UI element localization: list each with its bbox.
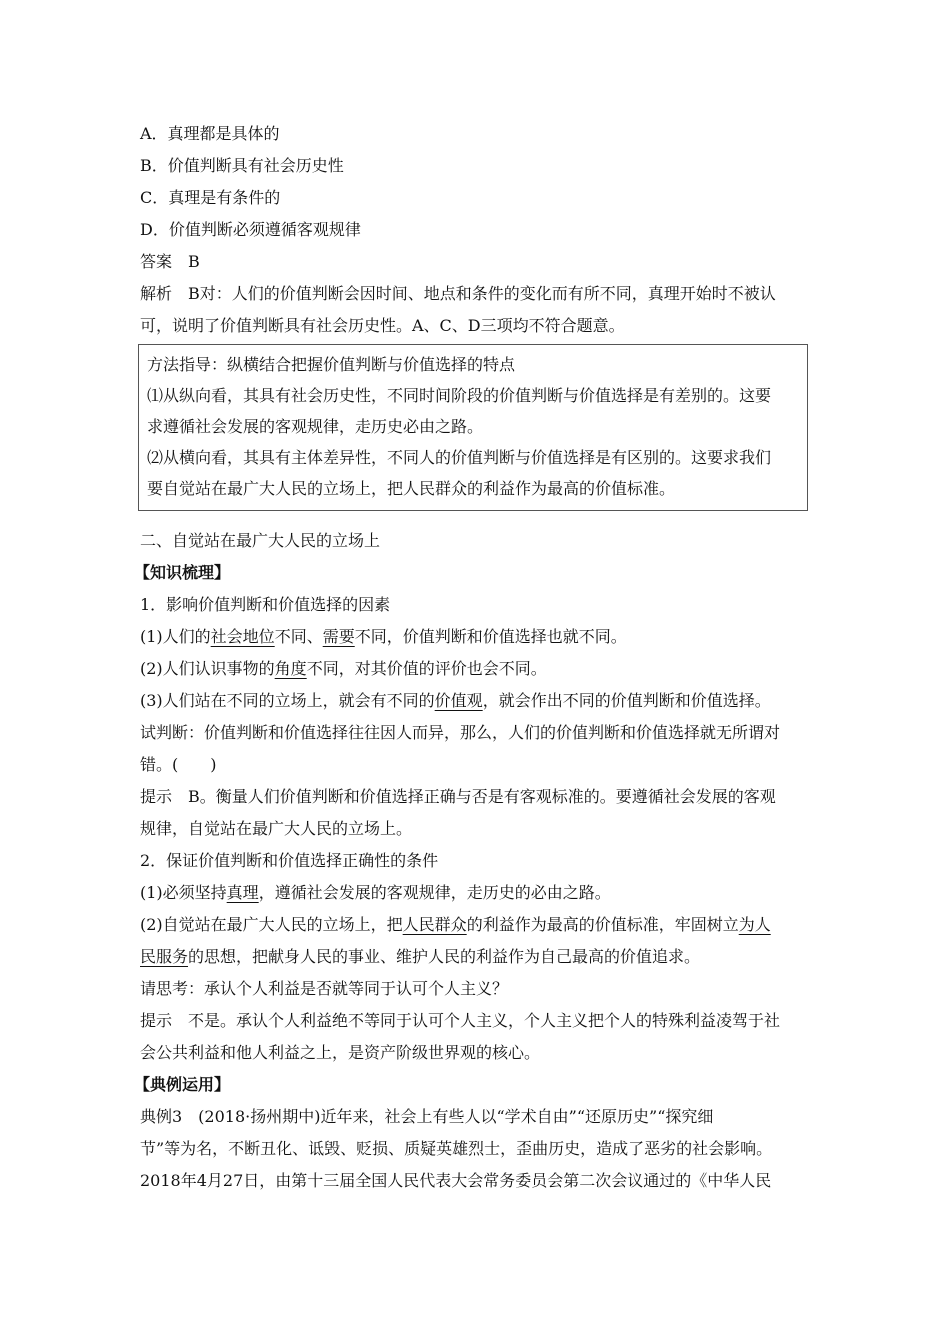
analysis-line-2: 可，说明了价值判断具有社会历史性。A、C、D三项均不符合题意。 <box>140 316 625 335</box>
underline-needs: 需要 <box>322 627 355 646</box>
item1-b-post: 不同，对其价值的评价也会不同。 <box>306 659 547 678</box>
example-line-3: 2018年4月27日，由第十三届全国人民代表大会常务委员会第二次会议通过的《中华人民 <box>140 1171 772 1190</box>
option-a: A．真理都是具体的 <box>140 124 280 143</box>
hint1-text-1: B。衡量人们价值判断和价值选择正确与否是有客观标准的。要遵循社会发展的客观 <box>188 787 776 806</box>
underline-serve-people-2: 民服务 <box>140 947 189 966</box>
underline-people: 人民群众 <box>402 915 467 934</box>
hint1-line-2: 规律，自觉站在最广大人民的立场上。 <box>140 819 413 838</box>
analysis-line-1 <box>140 278 830 310</box>
method-p2-line2: 要自觉站在最广大人民的立场上，把人民群众的利益作为最高的价值标准。 <box>147 479 676 498</box>
underline-serve-people-1: 为人 <box>738 915 771 934</box>
underline-social-status: 社会地位 <box>210 627 275 646</box>
option-c: C．真理是有条件的 <box>140 188 281 207</box>
item2-a-pre: (1)必须坚持 <box>140 883 227 902</box>
analysis-text-1: B对：人们的价值判断会因时间、地点和条件的变化而有所不同，真理开始时不被认 <box>188 284 776 303</box>
item2-b-pre: (2)自觉站在最广大人民的立场上，把 <box>140 915 403 934</box>
analysis-label: 解析 <box>140 284 173 303</box>
answer-line <box>140 246 830 278</box>
item2-b-cont-post: 的思想，把献身人民的事业、维护人民的利益作为自己最高的价值追求。 <box>188 947 701 966</box>
item1-a <box>140 621 830 653</box>
method-p1-line1: ⑴从纵向看，其具有社会历史性，不同时间阶段的价值判断与价值选择是有差别的。这要 <box>147 386 772 405</box>
hint1-line-1 <box>140 781 830 813</box>
item1-c <box>140 685 830 717</box>
item2-a-post: ，遵循社会发展的客观规律，走历史的必由之路。 <box>258 883 611 902</box>
option-b: B．价值判断具有社会历史性 <box>140 156 344 175</box>
item1-c-post: ，就会作出不同的价值判断和价值选择。 <box>482 691 771 710</box>
think-question: 请思考：承认个人利益是否就等同于认可个人主义？ <box>140 979 509 998</box>
hint1-label: 提示 <box>140 787 173 806</box>
item2-b-mid: 的利益作为最高的价值标准，牢固树立 <box>466 915 739 934</box>
item1-b-pre: (2)人们认识事物的 <box>140 659 275 678</box>
item1-a-pre: (1)人们的 <box>140 627 211 646</box>
option-d: D．价值判断必须遵循客观规律 <box>140 220 361 239</box>
hint2-line-1 <box>140 1005 830 1037</box>
method-box <box>138 344 808 511</box>
item2-b-cont <box>140 941 830 973</box>
method-p2-line1: ⑵从横向看，其具有主体差异性，不同人的价值判断与价值选择是有区别的。这要求我们 <box>147 448 772 467</box>
answer-label: 答案 <box>140 252 173 271</box>
item1-a-post: 不同，价值判断和价值选择也就不同。 <box>354 627 627 646</box>
item2-title: 2．保证价值判断和价值选择正确性的条件 <box>140 851 439 870</box>
example-tag: 【典例运用】 <box>134 1075 231 1094</box>
section-heading: 二、自觉站在最广大人民的立场上 <box>140 531 381 550</box>
method-p1-line2: 求遵循社会发展的客观规律，走历史必由之路。 <box>147 417 484 436</box>
underline-values: 价值观 <box>434 691 483 710</box>
underline-truth: 真理 <box>226 883 259 902</box>
item1-b <box>140 653 830 685</box>
knowledge-tag: 【知识梳理】 <box>134 563 231 582</box>
method-title: 方法指导：纵横结合把握价值判断与价值选择的特点 <box>147 355 516 374</box>
example-line-2: 节”等为名，不断丑化、诋毁、贬损、质疑英雄烈士，歪曲历史，造成了恶劣的社会影响。 <box>140 1139 773 1158</box>
answer-value: B <box>188 252 200 271</box>
hint2-text-1: 不是。承认个人利益绝不等同于认可个人主义，个人主义把个人的特殊利益凌驾于社 <box>188 1011 781 1030</box>
judge-line-1: 试判断：价值判断和价值选择往往因人而异，那么，人们的价值判断和价值选择就无所谓对 <box>140 723 781 742</box>
hint2-label: 提示 <box>140 1011 173 1030</box>
item2-a <box>140 877 830 909</box>
document-page <box>134 118 830 1197</box>
example-line-1: 典例3 (2018·扬州期中)近年来，社会上有些人以“学术自由”“还原历史”“探究细 <box>140 1107 714 1126</box>
hint2-line-2: 会公共利益和他人利益之上，是资产阶级世界观的核心。 <box>140 1043 541 1062</box>
item1-c-pre: (3)人们站在不同的立场上，就会有不同的 <box>140 691 435 710</box>
item1-title: 1．影响价值判断和价值选择的因素 <box>140 595 391 614</box>
item2-b <box>140 909 830 941</box>
underline-angle: 角度 <box>274 659 307 678</box>
item1-a-mid: 不同、 <box>274 627 323 646</box>
judge-line-2: 错。( ) <box>140 755 217 774</box>
